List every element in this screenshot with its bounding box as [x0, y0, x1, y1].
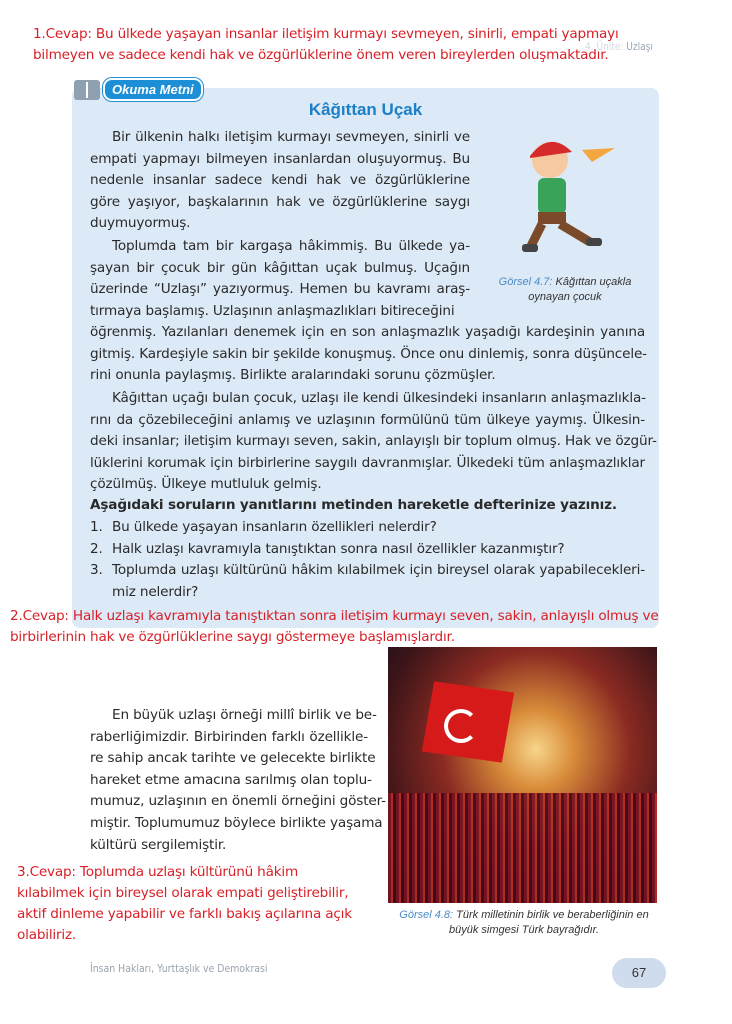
text-line: hareket etme amacına sarılmış olan toplu-	[90, 771, 372, 788]
text-line: aktif dinleme yapabilir ve farklı bakış açılarına açık	[17, 906, 352, 922]
text-line: 2.Cevap: Halk uzlaşı kavramıyla tanıştıktan sonra iletişim kurmayı seven, sakin, anlayışlı olmuş ve	[10, 608, 659, 624]
unit-prefix: 4. Ünite:	[585, 40, 624, 53]
figure-4-8-caption	[395, 908, 653, 938]
caption-line: oynayan çocuk	[528, 291, 602, 303]
question-number: 3.	[90, 562, 103, 579]
page-number: 67	[612, 958, 666, 988]
text-line: bilmeyen ve sadece kendi hak ve özgürlüklerine önem veren bireylerden oluşmaktadır.	[33, 47, 609, 63]
caption-line: büyük simgesi Türk bayrağıdır.	[449, 924, 599, 936]
answer-2	[10, 606, 658, 648]
paragraph-4	[90, 705, 386, 856]
paragraph-3	[90, 388, 657, 496]
question-number: 1.	[90, 519, 103, 535]
text-line: 1.Cevap: Bu ülkede yaşayan insanlar iletişim kurmayı sevmeyen, sinirli, empati yapmayı	[33, 26, 619, 42]
crescent-icon	[444, 709, 478, 743]
question-item	[90, 517, 645, 539]
reading-badge	[74, 78, 203, 101]
question-item	[90, 539, 645, 561]
question-item	[90, 560, 645, 603]
question-list	[90, 517, 645, 603]
text-line: 3.Cevap: Toplumda uzlaşı kültürünü hâkim	[17, 864, 299, 880]
text-line: kılabilmek için bireysel olarak empati geliştirebilir,	[17, 885, 349, 901]
paragraph-2	[90, 236, 470, 322]
book-icon	[74, 80, 100, 100]
text-line: miştir. Toplumumuz böylece birlikte yaşama	[90, 814, 383, 831]
unit-name: Uzlaşı	[626, 40, 653, 53]
figure-label: Görsel 4.8:	[399, 909, 454, 921]
paragraph-2-cont	[90, 322, 645, 387]
text-line: birbirlerinin hak ve özgürlüklerine saygı göstermeye başlamışlardır.	[10, 629, 455, 645]
text-line: tırmaya başlamış. Uzlaşının anlaşmazlıkları bitireceğini	[90, 302, 455, 319]
text-line: En büyük uzlaşı örneği millî birlik ve be-	[112, 707, 377, 723]
text-line: rini onunla paylaşmış. Birlikte aralarındaki sorunu çözmüşler.	[90, 367, 496, 384]
turkish-flag-crowd-photo	[388, 647, 657, 903]
text-line: üzerinde “Uzlaşı” yazıyormuş. Hemen bu kavramı araş-	[90, 281, 470, 298]
badge-label: Okuma Metni	[103, 78, 203, 101]
reading-title: Kâğıttan Uçak	[308, 100, 423, 119]
boy-with-paper-plane-image	[520, 130, 620, 260]
text-line: gitmiş. Kardeşiyle sakin bir şekilde konuşmuş. Önce onu dinlemiş, sonra düşüncele-	[90, 345, 647, 362]
text-line: Toplumda tam bir kargaşa hâkimmiş. Bu ülkede ya-	[112, 238, 470, 254]
answer-3	[17, 862, 352, 946]
instruction: Aşağıdaki soruların yanıtlarını metinden hareketle defterinize yazınız.	[90, 497, 617, 513]
footer-book-title: İnsan Hakları, Yurttaşlık ve Demokrasi	[90, 962, 268, 975]
text-line: raberliğimizdir. Birbirinden farklı özellikle-	[90, 728, 368, 745]
text-line: nedenle insanlar sadece kendi hak ve özgürlüklerine	[90, 172, 470, 189]
text-line: re sahip ancak tarihte ve gelecekte birlikte	[90, 750, 376, 767]
text-line: olabiliriz.	[17, 927, 77, 943]
figure-label: Görsel 4.7:	[498, 276, 553, 288]
question-text	[112, 517, 645, 539]
text-line: miz nelerdir?	[112, 583, 199, 600]
text-line: mumuz, uzlaşının en önemli örneğini göster-	[90, 793, 386, 810]
figure-4-7-caption	[495, 275, 635, 305]
text-line: şayan bir çocuk bir gün kâğıttan uçak bulmuş. Uçağın	[90, 259, 470, 276]
crowd-shape	[388, 793, 657, 903]
text-line: Toplumda uzlaşı kültürünü hâkim kılabilmek için bireysel olarak yapabilecekleri-	[112, 562, 645, 579]
text-line: Bu ülkede yaşayan insanların özellikleri nelerdir?	[112, 519, 437, 535]
text-line: kültürü sergilemiştir.	[90, 836, 227, 853]
paragraph-1	[90, 127, 470, 235]
question-text	[112, 539, 645, 561]
answer-1	[33, 24, 619, 66]
text-line: Kâğıttan uçağı bulan çocuk, uzlaşı ile kendi ülkesindeki insanların anlaşmazlıkla-	[112, 390, 646, 406]
caption-line: Kâğıttan uçakla	[555, 276, 632, 288]
text-line: rını da çözebileceğini anlamış ve uzlaşının formülünü tüm ülkeye yaymış. Ülkesin-	[90, 411, 645, 428]
text-line: göre yaşıyor, başkalarının hak ve özgürlüklerine saygı	[90, 193, 470, 210]
question-number: 2.	[90, 540, 103, 557]
text-line: öğrenmiş. Yazılanları denemek için en son anlaşmazlık yaşadığı kardeşinin yanına	[90, 324, 645, 340]
question-text	[112, 560, 645, 603]
caption-line: Türk milletinin birlik ve beraberliğinin en	[456, 909, 649, 921]
text-line: empati yapmayı bilmeyen insanlardan oluşuyormuş. Bu	[90, 150, 470, 167]
text-line: duymuyormuş.	[90, 215, 191, 232]
text-line: çözülmüş. Ülkeye mutluluk gelmiş.	[90, 476, 322, 493]
text-line: lüklerini korumak için birbirlerine saygılı davranmışlar. Ülkedeki tüm anlaşmazlıklar	[90, 454, 645, 471]
text-line: Halk uzlaşı kavramıyla tanıştıktan sonra nasıl özellikler kazanmıştır?	[112, 540, 565, 557]
text-line: Bir ülkenin halkı iletişim kurmayı sevmeyen, sinirli ve	[112, 129, 470, 145]
text-line: deki insanlar; iletişim kurmayı seven, sakin, anlayışlı bir toplum olmuş. Hak ve özgür-	[90, 433, 657, 450]
